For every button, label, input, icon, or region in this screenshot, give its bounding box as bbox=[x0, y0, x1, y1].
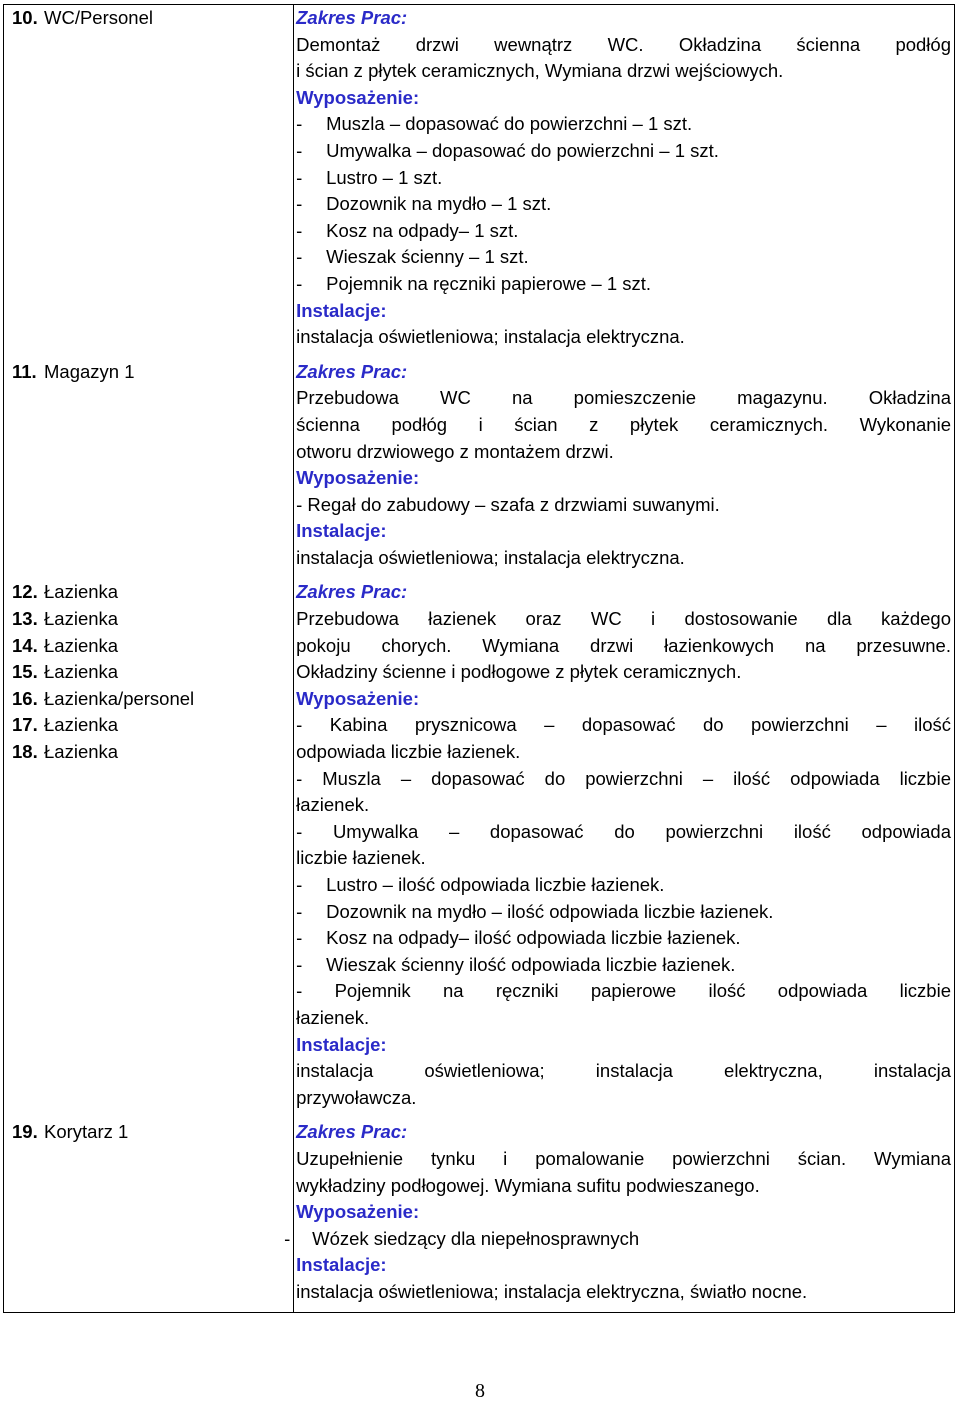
scope-text: pokoju chorych. Wymiana drzwi łazienkowych na przesuwne. bbox=[296, 634, 951, 656]
room-name: Magazyn 1 bbox=[44, 360, 135, 382]
equipment-item: liczbie łazienek. bbox=[296, 847, 426, 869]
equipment-label: Wyposażenie: bbox=[296, 1201, 420, 1223]
equipment-item: - Lustro – 1 szt. bbox=[296, 166, 443, 188]
installations-text: instalacja oświetleniowa; instalacja elektryczna, instalacja bbox=[296, 1060, 951, 1082]
room-number: 16. bbox=[12, 687, 38, 709]
scope-text: wykładziny podłogowej. Wymiana sufitu podwieszanego. bbox=[296, 1174, 760, 1196]
scope-text: i ścian z płytek ceramicznych, Wymiana drzwi wejściowych. bbox=[296, 60, 784, 82]
scope-text: ścienna podłóg i ścian z płytek ceramicznych. Wykonanie bbox=[296, 413, 951, 435]
room-number: 18. bbox=[12, 741, 38, 763]
room-name: Łazienka bbox=[44, 661, 119, 683]
room-number: 11. bbox=[12, 360, 37, 382]
room-cell bbox=[4, 359, 294, 580]
installations-text: instalacja oświetleniowa; instalacja elektryczna, światło nocne. bbox=[296, 1280, 808, 1302]
equipment-item: - Kosz na odpady– ilość odpowiada liczbie łazienek. bbox=[296, 927, 741, 949]
scope-label: Zakres Prac: bbox=[296, 581, 408, 603]
room-name: Łazienka bbox=[44, 608, 119, 630]
installations-text: instalacja oświetleniowa; instalacja elektryczna. bbox=[296, 546, 685, 568]
room-name: Łazienka bbox=[44, 634, 119, 656]
room-cell bbox=[4, 5, 294, 359]
scope-cell bbox=[294, 579, 955, 1119]
equipment-item: - Kosz na odpady– 1 szt. bbox=[296, 219, 519, 241]
equipment-item: - Muszla – dopasować do powierzchni – ilość odpowiada liczbie bbox=[296, 767, 951, 789]
equipment-label: Wyposażenie: bbox=[296, 86, 420, 108]
section-row bbox=[4, 1119, 955, 1312]
room-number: 10. bbox=[12, 7, 38, 28]
installations-label: Instalacje: bbox=[296, 299, 387, 321]
installations-label: Instalacje: bbox=[296, 1033, 387, 1055]
room-number: 19. bbox=[12, 1121, 38, 1143]
room-number: 13. bbox=[12, 608, 38, 630]
scope-text: Uzupełnienie tynku i pomalowanie powierzchni ścian. Wymiana bbox=[296, 1147, 951, 1169]
section-row bbox=[4, 359, 955, 580]
spec-table bbox=[3, 4, 955, 1313]
room-name: Korytarz 1 bbox=[44, 1121, 129, 1143]
equipment-label: Wyposażenie: bbox=[296, 467, 420, 489]
scope-cell bbox=[284, 1119, 955, 1312]
equipment-item: łazienek. bbox=[296, 794, 370, 816]
installations-text: instalacja oświetleniowa; instalacja elektryczna. bbox=[296, 326, 685, 348]
equipment-item: - Umywalka – dopasować do powierzchni ilość odpowiada bbox=[296, 820, 951, 842]
room-number: 17. bbox=[12, 714, 38, 736]
scope-cell bbox=[294, 359, 955, 580]
equipment-item: - Wieszak ścienny ilość odpowiada liczbie łazienek. bbox=[296, 953, 736, 975]
equipment-item: odpowiada liczbie łazienek. bbox=[296, 741, 521, 763]
installations-label: Instalacje: bbox=[296, 520, 387, 542]
scope-label: Zakres Prac: bbox=[296, 360, 408, 382]
equipment-item: łazienek. bbox=[296, 1006, 370, 1028]
room-cell bbox=[4, 1119, 294, 1312]
room-number: 12. bbox=[12, 581, 38, 603]
room-cell bbox=[4, 579, 294, 1119]
scope-text: Okładziny ścienne i podłogowe z płytek ceramicznych. bbox=[296, 661, 742, 683]
equipment-item: - Pojemnik na ręczniki papierowe ilość odpowiada liczbie bbox=[296, 980, 951, 1002]
room-name: Łazienka bbox=[44, 581, 119, 603]
room-name: WC/Personel bbox=[44, 7, 153, 28]
room-number: 14. bbox=[12, 634, 38, 656]
equipment-item: - Umywalka – dopasować do powierzchni – 1 szt. bbox=[296, 139, 719, 161]
equipment-label: Wyposażenie: bbox=[296, 687, 420, 709]
installations-text: przywoławcza. bbox=[296, 1086, 417, 1108]
equipment-item: - Regał do zabudowy – szafa z drzwiami suwanymi. bbox=[296, 493, 720, 515]
equipment-item: - Dozownik na mydło – 1 szt. bbox=[296, 193, 552, 215]
scope-label: Zakres Prac: bbox=[296, 1121, 408, 1143]
equipment-item: - Wieszak ścienny – 1 szt. bbox=[296, 246, 529, 268]
room-name: Łazienka bbox=[44, 741, 119, 763]
equipment-item: - Lustro – ilość odpowiada liczbie łazienek. bbox=[296, 874, 665, 895]
room-name: Łazienka bbox=[44, 714, 119, 736]
scope-text: otworu drzwiowego z montażem drzwi. bbox=[296, 440, 614, 462]
equipment-item: - Pojemnik na ręczniki papierowe – 1 szt. bbox=[296, 272, 652, 294]
scope-text: Przebudowa łazienek oraz WC i dostosowanie dla każdego bbox=[296, 608, 951, 630]
equipment-item: - Dozownik na mydło – ilość odpowiada liczbie łazienek. bbox=[296, 900, 774, 922]
page-number: 8 bbox=[475, 1380, 485, 1402]
room-name: Łazienka/personel bbox=[44, 687, 195, 709]
equipment-item: - Kabina prysznicowa – dopasować do powierzchni – ilość bbox=[296, 714, 951, 736]
room-number: 15. bbox=[12, 661, 38, 683]
section-row bbox=[4, 5, 955, 359]
scope-text: Przebudowa WC na pomieszczenie magazynu. Okładzina bbox=[296, 387, 951, 409]
installations-label: Instalacje: bbox=[296, 1254, 387, 1276]
scope-text: Demontaż drzwi wewnątrz WC. Okładzina ścienna podłóg bbox=[296, 33, 951, 55]
section-row bbox=[4, 579, 955, 1119]
equipment-item: - Wózek siedzący dla niepełnosprawnych bbox=[284, 1227, 640, 1249]
equipment-item: - Muszla – dopasować do powierzchni – 1 szt. bbox=[296, 113, 693, 135]
scope-label: Zakres Prac: bbox=[296, 7, 408, 28]
scope-cell bbox=[294, 5, 955, 359]
